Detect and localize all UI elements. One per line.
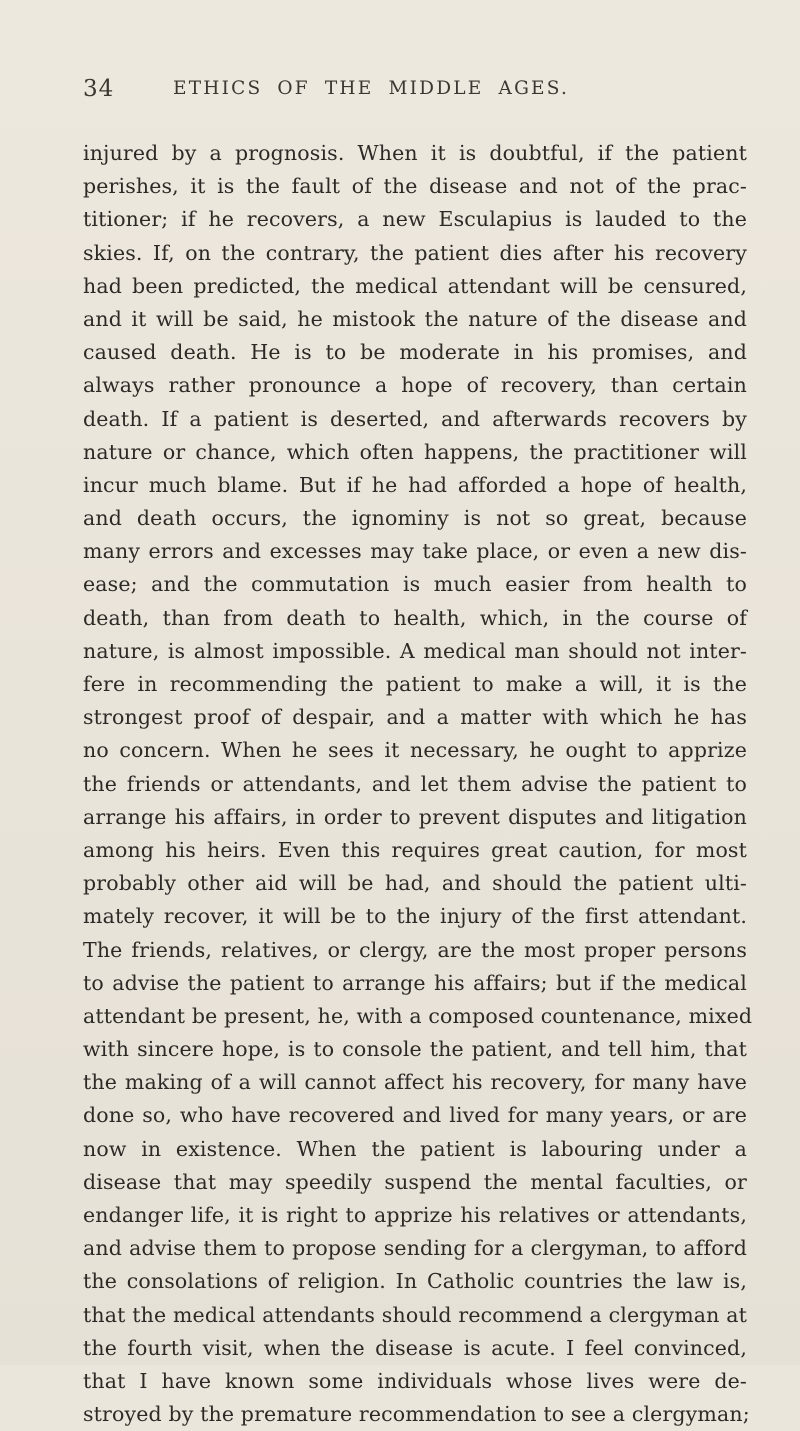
running-head: ETHICS OF THE MIDDLE AGES.: [173, 78, 570, 99]
text-line: and it will be said, he mistook the nature of the disease and: [83, 306, 747, 331]
text-line: death, than from death to health, which, in the course of: [83, 605, 747, 630]
text-line: the consolations of religion. In Catholic countries the law is,: [83, 1269, 747, 1294]
text-line: no concern. When he sees it necessary, he ought to apprize: [83, 738, 747, 763]
text-line: attendant be present, he, with a composed countenance, mixed: [83, 1003, 753, 1028]
text-line: strongest proof of despair, and a matter with which he has: [83, 705, 747, 730]
text-line: perishes, it is the fault of the disease and not of the prac-: [83, 174, 747, 199]
text-line: nature, is almost impossible. A medical man should not inter-: [83, 638, 747, 663]
text-line: The friends, relatives, or clergy, are the most proper persons: [83, 937, 747, 962]
text-line: fere in recommending the patient to make a will, it is the: [83, 672, 747, 696]
text-line: ease; and the commutation is much easier from health to: [83, 572, 747, 597]
text-line: many errors and excesses may take place, or even a new dis-: [83, 539, 747, 564]
text-line: that I have known some individuals whose lives were de-: [83, 1368, 747, 1393]
text-line: now in existence. When the patient is labouring under a: [83, 1136, 747, 1161]
text-line: endanger life, it is right to apprize his relatives or attendants,: [83, 1203, 747, 1227]
body-text: [83, 137, 753, 1431]
text-line: the fourth visit, when the disease is acute. I feel convinced,: [83, 1335, 747, 1360]
text-line: had been predicted, the medical attendant will be censured,: [83, 273, 747, 298]
text-line: always rather pronounce a hope of recovery, than certain: [83, 373, 747, 398]
text-line: skies. If, on the contrary, the patient dies after his recovery: [83, 240, 747, 265]
text-line: injured by a prognosis. When it is doubtful, if the patient: [83, 141, 747, 165]
text-line: with sincere hope, is to console the patient, and tell him, that: [83, 1037, 747, 1062]
text-line: disease that may speedily suspend the mental faculties, or: [83, 1169, 747, 1194]
text-line: done so, who have recovered and lived for many years, or are: [83, 1103, 747, 1128]
text-line: nature or chance, which often happens, the practitioner will: [83, 439, 747, 464]
text-line: probably other aid will be had, and should the patient ulti-: [83, 871, 747, 896]
page-header: [83, 76, 749, 112]
text-line: the making of a will cannot affect his recovery, for many have: [83, 1070, 747, 1095]
text-line: the friends or attendants, and let them advise the patient to: [83, 771, 747, 796]
text-line: arrange his affairs, in order to prevent disputes and litigation: [83, 804, 747, 829]
text-line: death. If a patient is deserted, and afterwards recovers by: [83, 406, 747, 431]
text-line: titioner; if he recovers, a new Esculapius is lauded to the: [83, 207, 747, 232]
text-line: to advise the patient to arrange his affairs; but if the medical: [83, 970, 747, 995]
text-line: stroyed by the premature recommendation to see a clergyman;: [83, 1402, 750, 1427]
text-line: mately recover, it will be to the injury of the first attendant.: [83, 904, 747, 929]
text-line: incur much blame. But if he had afforded a hope of health,: [83, 472, 747, 497]
text-line: and advise them to propose sending for a clergyman, to afford: [83, 1236, 747, 1261]
text-line: caused death. He is to be moderate in his promises, and: [83, 340, 747, 365]
text-line: and death occurs, the ignominy is not so great, because: [83, 506, 747, 531]
text-line: that the medical attendants should recommend a clergyman at: [83, 1302, 747, 1327]
text-line: among his heirs. Even this requires great caution, for most: [83, 837, 747, 862]
page-number: 34: [83, 76, 115, 102]
